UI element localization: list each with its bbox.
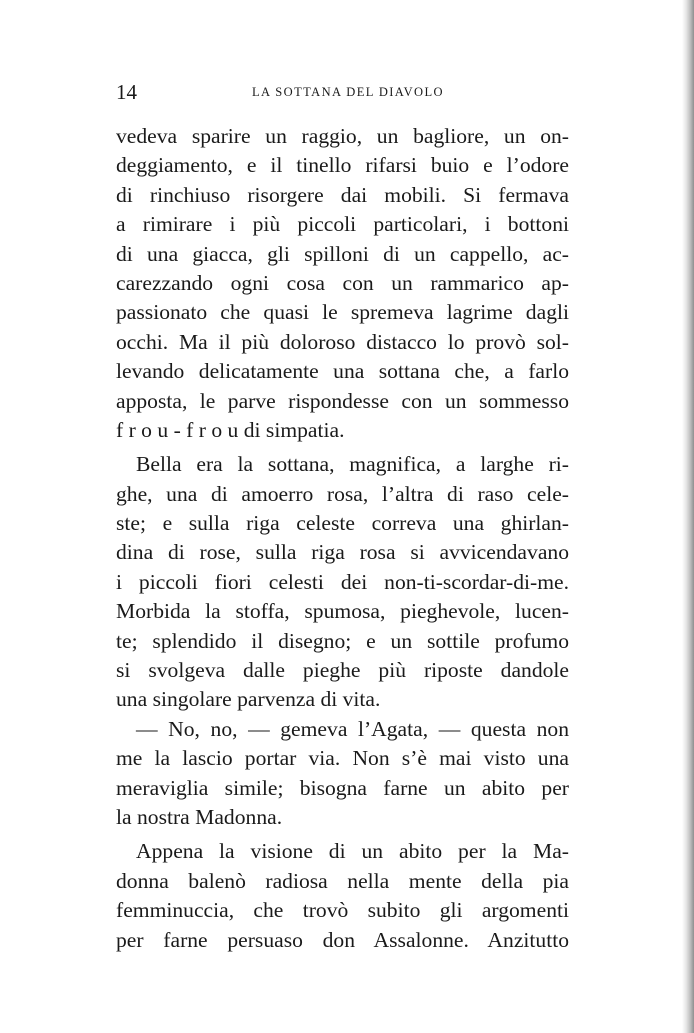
- text-line: ghe, una di amoerro rosa, l’altra di raso cele-: [116, 481, 569, 506]
- text-line: i piccoli fiori celesti dei non-ti-scordar-di-me.: [116, 569, 569, 594]
- text-line: femminuccia, che trovò subito gli argomenti: [116, 898, 569, 923]
- text-line: meraviglia simile; bisogna farne un abito per: [116, 775, 569, 800]
- paragraph-start-line: Appena la visione di un abito per la Ma-: [136, 839, 569, 864]
- text-line: me la lascio portar via. Non s’è mai visto una: [116, 746, 569, 771]
- page-edge-shadow: [682, 0, 694, 1033]
- text-line: si svolgeva dalle pieghe più riposte dandole: [116, 658, 569, 683]
- paragraph-start-line: — No, no, — gemeva l’Agata, — questa non: [136, 716, 569, 741]
- paragraph-end-line: una singolare parvenza di vita.: [116, 687, 381, 712]
- text-line: per farne persuaso don Assalonne. Anzitutto: [116, 927, 569, 952]
- paragraph-end-line: f r o u - f r o u di simpatia.: [116, 417, 345, 442]
- paragraph-start-line: Bella era la sottana, magnifica, a larghe ri-: [136, 452, 569, 477]
- paragraph-end-line: la nostra Madonna.: [116, 804, 283, 829]
- text-line: occhi. Ma il più doloroso distacco lo provò sol-: [116, 329, 569, 354]
- text-line: vedeva sparire un raggio, un bagliore, un on-: [116, 124, 569, 148]
- body-text: [116, 122, 569, 955]
- text-line: deggiamento, e il tinello rifarsi buio e l’odore: [116, 153, 569, 178]
- text-line: passionato che quasi le spremeva lagrime dagli: [116, 300, 569, 325]
- running-title: LA SOTTANA DEL DIAVOLO: [252, 85, 444, 99]
- text-line: di rinchiuso risorgere dai mobili. Si fermava: [116, 182, 569, 207]
- text-line: donna balenò radiosa nella mente della pia: [116, 868, 569, 893]
- text-line: dina di rose, sulla riga rosa si avvicendavano: [116, 540, 569, 565]
- text-line: carezzando ogni cosa con un rammarico ap-: [116, 270, 569, 295]
- page-number: 14: [116, 80, 137, 104]
- text-line: ste; e sulla riga celeste correva una ghirlan-: [116, 511, 569, 536]
- text-line: apposta, le parve rispondesse con un sommesso: [116, 388, 569, 413]
- text-line: Morbida la stoffa, spumosa, pieghevole, lucen-: [116, 599, 569, 624]
- text-line: levando delicatamente una sottana che, a farlo: [116, 359, 569, 384]
- text-line: di una giacca, gli spilloni di un cappello, ac-: [116, 241, 569, 266]
- text-line: a rimirare i più piccoli particolari, i bottoni: [116, 212, 569, 237]
- page-header: [116, 80, 570, 104]
- text-line: te; splendido il disegno; e un sottile profumo: [116, 628, 569, 653]
